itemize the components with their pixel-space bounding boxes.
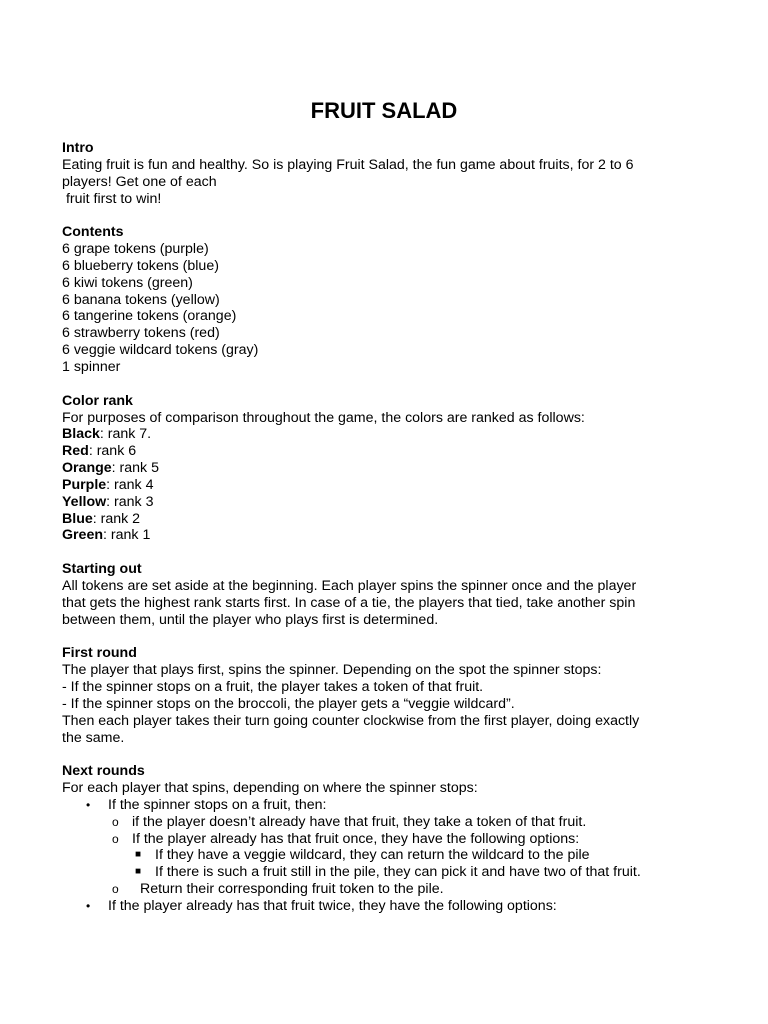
square-bullet-icon: ■ <box>135 849 142 861</box>
list-item-text: If there is such a fruit still in the pile, they can pick it and have two of that fruit. <box>155 864 641 881</box>
rank-item <box>62 443 722 460</box>
list-item <box>62 864 722 881</box>
rank-color: Blue <box>62 510 93 527</box>
list-item <box>62 881 722 898</box>
first-round-line: The player that plays first, spins the spinner. Depending on the spot the spinner stops: <box>62 662 602 679</box>
disc-bullet-icon: • <box>86 898 91 913</box>
list-item-text: If they have a veggie wildcard, they can return the wildcard to the pile <box>155 847 590 864</box>
starting-out-line: that gets the highest rank starts first. In case of a tie, the players that tied, take another spin <box>62 594 636 611</box>
contents-item: 6 kiwi tokens (green) <box>62 274 193 291</box>
rank-color: Red <box>62 443 89 460</box>
contents-item: 6 strawberry tokens (red) <box>62 325 220 342</box>
color-rank-intro: For purposes of comparison throughout the game, the colors are ranked as follows: <box>62 409 585 426</box>
list-item <box>62 847 722 864</box>
contents-item: 6 grape tokens (purple) <box>62 241 209 258</box>
rank-color: Yellow <box>62 493 107 510</box>
contents-item: 1 spinner <box>62 358 121 375</box>
list-item-text: Return their corresponding fruit token to the pile. <box>136 881 444 898</box>
contents-item: 6 banana tokens (yellow) <box>62 291 220 308</box>
disc-bullet-icon: • <box>86 797 91 812</box>
contents-item: 6 tangerine tokens (orange) <box>62 308 237 325</box>
rank-item <box>62 494 722 511</box>
first-round-line: - If the spinner stops on a fruit, the player takes a token of that fruit. <box>62 679 484 695</box>
rank-color: Green <box>62 527 104 544</box>
starting-out-heading: Starting out <box>62 561 142 578</box>
rank-value: : rank 6 <box>88 443 137 460</box>
next-rounds-intro: For each player that spins, depending on where the spinner stops: <box>62 780 478 797</box>
contents-heading: Contents <box>62 224 124 241</box>
rank-value: : rank 3 <box>106 493 154 510</box>
circle-bullet-icon: o <box>112 814 119 829</box>
first-round-line: the same. <box>62 729 125 746</box>
intro-line: players! Get one of each <box>62 173 217 190</box>
rank-color: Orange <box>62 460 112 477</box>
next-rounds-heading: Next rounds <box>62 763 145 780</box>
rank-item <box>62 527 722 544</box>
rank-color: Black <box>62 426 100 443</box>
rank-value: : rank 7. <box>99 426 152 443</box>
first-round-line: - If the spinner stops on the broccoli, the player gets a “veggie wildcard”. <box>62 695 515 712</box>
list-item <box>62 898 722 915</box>
square-bullet-icon: ■ <box>135 866 142 878</box>
list-item <box>62 797 722 814</box>
list-item <box>62 814 722 831</box>
rank-value: : rank 5 <box>111 460 159 477</box>
intro-line: fruit first to win! <box>62 190 162 207</box>
color-rank-heading: Color rank <box>62 392 133 409</box>
list-item-text: If the player already has that fruit twice, they have the following options: <box>108 897 557 914</box>
document-title: FRUIT SALAD <box>310 98 458 123</box>
starting-out-line: between them, until the player who plays first is determined. <box>62 611 439 628</box>
rank-item <box>62 477 722 494</box>
rank-value: : rank 1 <box>103 527 151 544</box>
intro-line: Eating fruit is fun and healthy. So is playing Fruit Salad, the fun game about fruits, for 2 to 6 <box>62 156 634 173</box>
first-round-line: Then each player takes their turn going counter clockwise from the first player, doing exactly <box>62 712 640 729</box>
rank-value: : rank 4 <box>106 476 154 493</box>
list-item-text: If the spinner stops on a fruit, then: <box>108 796 327 813</box>
document-body <box>62 140 722 915</box>
circle-bullet-icon: o <box>112 882 119 897</box>
rank-item <box>62 460 722 477</box>
starting-out-line: All tokens are set aside at the beginning. Each player spins the spinner once and the player <box>62 577 637 594</box>
list-item <box>62 831 722 848</box>
list-item-text: If the player already has that fruit once, they have the following options: <box>132 830 580 847</box>
circle-bullet-icon: o <box>112 831 119 846</box>
rank-item <box>62 426 722 443</box>
contents-item: 6 blueberry tokens (blue) <box>62 257 219 274</box>
rank-color: Purple <box>62 476 107 493</box>
rank-value: : rank 2 <box>92 510 141 527</box>
list-item-text: if the player doesn’t already have that fruit, they take a token of that fruit. <box>132 813 587 830</box>
first-round-heading: First round <box>62 645 137 662</box>
intro-heading: Intro <box>62 140 94 156</box>
contents-item: 6 veggie wildcard tokens (gray) <box>62 342 259 359</box>
rank-item <box>62 511 722 528</box>
